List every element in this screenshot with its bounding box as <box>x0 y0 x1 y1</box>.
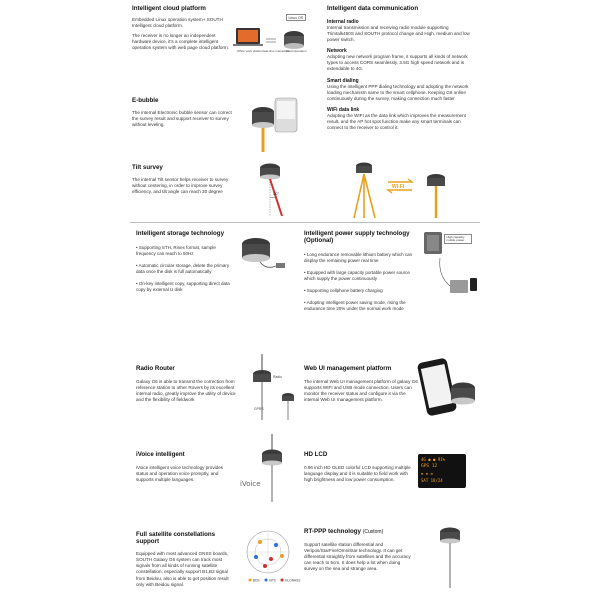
rtppp-title-note: (Custom) <box>362 529 384 535</box>
receiver-body <box>253 374 271 382</box>
ivoice-title: iVoice intelligent <box>136 451 185 458</box>
radio-text: Galaxy G6 is able to transmit the correction from reference station to other Rovers by its excellent internal radio, greatly improve the utility of device and the flexibility of fieldwork <box>136 379 236 403</box>
fig-label-office: Office work platform <box>237 49 264 53</box>
ebubble-text: The internal Electronic bubble sensor can correct the survey result and support receiver to survey without leveling. <box>132 110 232 128</box>
section-divider <box>130 222 480 223</box>
receiver-bottom <box>260 175 280 180</box>
legend-glonass-label: GLONASS <box>285 578 301 583</box>
receiver-bottom <box>440 539 460 544</box>
comm-item-wifi-text: Adopting the WIFI as the data link which improves the measurement result, and the AP hot spot function make any smart terminals can connect to the receiver to control it. <box>327 112 466 130</box>
cloud-paragraph-2: The receiver is no longer an independent hardware device, it's a complete intelligent operation system with web page cloud platform. <box>132 33 230 51</box>
power-bullet-2: • Equipped with large capacity portable power source which supply the power continuously <box>304 270 410 282</box>
storage-title: Intelligent storage technology <box>136 230 225 237</box>
tilt-angle-label: 30° <box>273 191 280 196</box>
hdlcd-title: HD LCD <box>304 451 328 458</box>
lcd-line-4: SAT 18/24 <box>421 478 443 483</box>
storage-bullet-3: • On-key intelligent copy, supporting direct data copy by external U disk <box>136 280 230 292</box>
fig-label-realtime: real-time interaction <box>263 49 290 53</box>
legend-gps-label: GPS <box>269 578 276 583</box>
power-bullet-4: • Adopting intelligent power saving mode, rising the endurance time 20% under the normal work mode <box>304 299 406 311</box>
arrow-left-icon <box>388 190 412 193</box>
usb-disk-icon <box>276 263 285 268</box>
lcd-screen <box>418 454 466 488</box>
laptop-base <box>233 44 263 46</box>
receiver-bottom <box>451 398 475 405</box>
comm-item-network-text: Adopting new network program frame, it supports all kinds of network types to access CORS seamlessly. 3.5G high speed network and is extendable to 4G. <box>327 54 468 72</box>
laptop-screen <box>238 30 258 42</box>
ivoice-logo: iVoice <box>240 480 261 488</box>
usb-cable <box>260 262 276 267</box>
comm-item-wifi-title: WiFi data link <box>327 106 360 113</box>
satellite-dot <box>280 554 284 558</box>
radio-section <box>136 365 236 403</box>
tilt-section <box>132 164 232 195</box>
webui-receiver-figure <box>448 378 478 414</box>
storage-bullet-1: • Supporting STH, Rinex format, sample frequency can reach to 50Hz <box>136 245 216 257</box>
tilt-figure <box>240 156 305 218</box>
rtppp-title <box>304 528 414 536</box>
webui-text: The internal Web UI management platform of galaxy G6 supports WIFI and USB mode connection. Users can monitor the receiver status and configure it via the internal Web UI management platform. <box>304 379 418 403</box>
ivoice-text: iVoice intelligent voice technology provides status and operation voice promptly, and supports multiple languages. <box>136 465 224 483</box>
power-bullet-1: • Long endurance removable lithium battery which can display the remaining power real time <box>304 252 413 264</box>
satellite-section <box>136 531 236 588</box>
power-bullet-3: • Supporting cellphone battery charging <box>304 288 383 293</box>
receiver-body <box>356 166 372 173</box>
cloud-paragraph-1: Embedded Linux operation system+ SOUTH Intelligent cloud platform. <box>132 17 223 29</box>
power-bank-icon <box>450 280 468 293</box>
tripod-leg-icon <box>364 174 375 218</box>
arrow-right-icon <box>388 179 412 182</box>
ivoice-figure <box>254 432 290 502</box>
ebubble-title: E-bubble <box>132 97 159 104</box>
comm-item-radio-title: Internal radio <box>327 19 359 26</box>
satellite-dot <box>274 543 278 547</box>
hdlcd-section <box>304 451 414 483</box>
storage-bullet-2: • Automatic circular storage, delete the primary data once the disk is full automatically <box>136 263 230 274</box>
satellite-dot <box>263 564 267 568</box>
controller-screen <box>277 101 295 119</box>
rtppp-section <box>304 528 414 572</box>
power-title: Intelligent power supply technology (Optional) <box>304 230 410 245</box>
ivoice-section <box>136 451 236 483</box>
satellite-dot <box>258 540 262 544</box>
comm-item-dialing-text: Using the intelligent PPP dialing technology and adopting the network loading mechanism same to the smart cellphone. Keeping G6 online continuously during the survey, making connection much faster <box>327 83 469 101</box>
lcd-line-2: GPS 12 <box>421 464 438 469</box>
rtppp-text: Support satellite station differential and Veripos/StarFire/OmniStar technology. It can get differential straightly from satellites and the accuracy can reach to 5cm. It does help a lot when doing survey on the sea and strange area. <box>304 541 411 571</box>
webui-title: Web UI management platform <box>304 365 392 372</box>
rtppp-figure <box>430 524 470 590</box>
receiver-bottom <box>252 122 274 128</box>
webui-section <box>304 365 420 403</box>
radio-label: Radio <box>273 375 282 379</box>
receiver-bottom <box>262 461 282 466</box>
hdlcd-text: 0.96 inch HD OLED colorful LCD supporting multiple language display and it is suitable to field work with high brightness and low power consumption. <box>304 465 411 483</box>
lcd-line-3: ≡ ≡ ≡ <box>421 471 434 476</box>
battery-face <box>427 235 439 251</box>
satellite-dot <box>254 555 258 559</box>
cloud-section <box>132 5 232 51</box>
comm-item-dialing-title: Smart dialing <box>327 77 359 84</box>
wifi-label: WI-FI <box>392 184 405 190</box>
legend-glonass-swatch <box>281 579 284 582</box>
lcd-line-1: 4G ● ● 91% <box>421 457 446 462</box>
radio-title: Radio Router <box>136 365 175 372</box>
tripod-leg-icon <box>354 174 364 218</box>
receiver-bottom <box>242 254 270 262</box>
comm-item-network-title: Network <box>327 48 347 55</box>
cloud-title: Intelligent cloud platform <box>132 5 206 12</box>
linux-os-badge: Linux OS <box>286 14 306 21</box>
wifi-link-figure <box>350 158 500 220</box>
storage-figure <box>238 236 288 274</box>
legend-bds-label: BDS <box>253 578 260 583</box>
comm-title: Intelligent data communication <box>327 5 419 12</box>
comm-section <box>327 5 473 131</box>
gprs-label: GPRS <box>254 407 264 411</box>
rover-receiver-body <box>282 396 294 401</box>
tilt-title: Tilt survey <box>132 164 163 171</box>
satellite-dot <box>269 557 273 561</box>
storage-section <box>136 230 236 293</box>
skyplot-figure <box>238 528 304 586</box>
legend-gps-swatch <box>265 579 268 582</box>
power-badge: High capacity mobile power <box>444 234 472 244</box>
satellite-text: Equipped with most advanced GNSS boards, SOUTH Galaxy G6 system can track most signals from all kinds of running satellite constellation, especially support B1,B2 signal from Beidou, also is able to get position result only with Beidou signal. <box>136 551 229 587</box>
fig-label-field: Field Operation <box>286 49 307 53</box>
comm-item-radio-text: Internal transmission and receiving radio module supporting Trimtalk450S and SOUTH protocol change and High, medium and low power switch. <box>327 25 470 43</box>
ebubble-section <box>132 97 232 128</box>
receiver-body <box>427 178 445 186</box>
radio-router-figure <box>242 352 302 422</box>
legend-bds-swatch <box>249 579 252 582</box>
satellite-title: Full satellite constellations support <box>136 531 216 546</box>
power-section <box>304 230 420 312</box>
cellphone-icon <box>470 278 477 291</box>
ebubble-figure <box>243 94 303 154</box>
tilt-text: The internal Tilt sensor helps receiver to survey without centering, in order to improve survey efficiency, and tilt angle can reach 30 degree <box>132 177 229 195</box>
rtppp-title-text: RT-PPP technology <box>304 528 361 535</box>
power-cable <box>440 258 450 286</box>
